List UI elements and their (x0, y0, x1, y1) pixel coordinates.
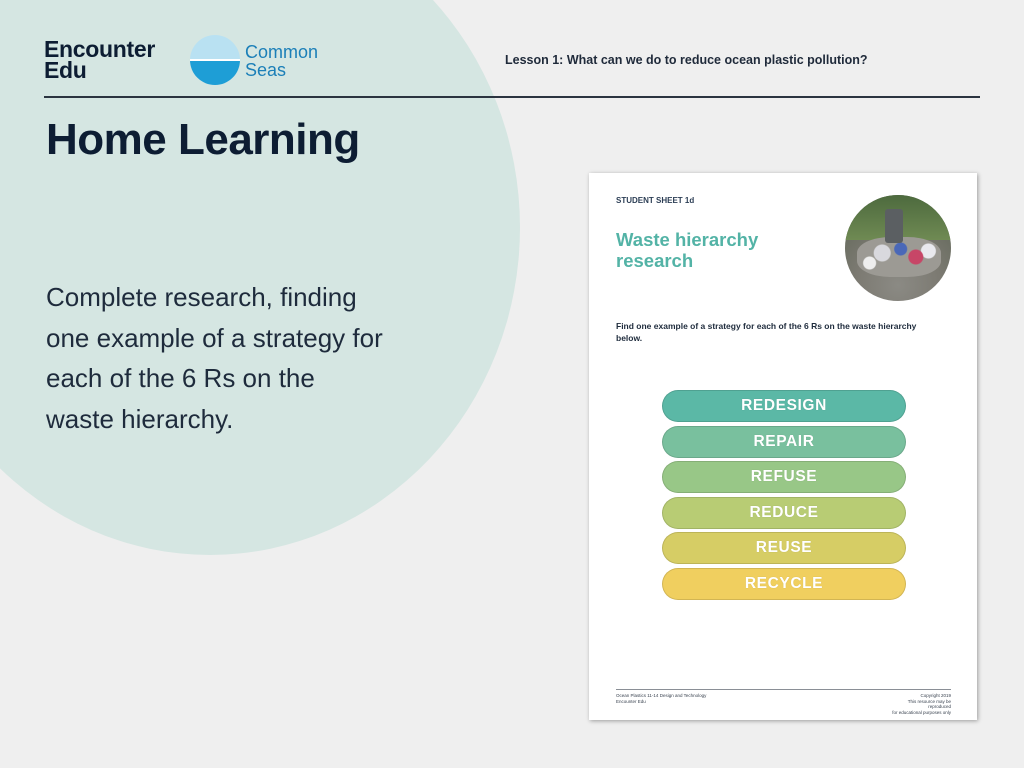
common-seas-logo-line1: Common (245, 42, 319, 62)
footer-course: Ocean Plastics 11-14 Design and Technology (616, 693, 707, 698)
header-divider (44, 96, 980, 98)
lesson-title: Lesson 1: What can we do to reduce ocean plastic pollution? (505, 53, 868, 67)
encounter-edu-logo (44, 36, 156, 83)
footer-notice-line2: for educational purposes only (892, 709, 951, 715)
common-seas-logo-line2: Seas (245, 60, 287, 80)
waste-hierarchy (662, 390, 906, 604)
instruction-text: Complete research, finding one example of a strategy for each of the 6 Rs on the waste hierarchy. (46, 282, 383, 434)
footer-publisher: Encounter Edu (616, 698, 646, 704)
worksheet-instruction: Find one example of a strategy for each of the 6 Rs on the waste hierarchy below. (616, 321, 917, 343)
hierarchy-item-refuse: REFUSE (662, 461, 906, 493)
footer-notice-line1: This resource may be reproduced (907, 698, 951, 709)
hierarchy-item-recycle: RECYCLE (662, 568, 906, 600)
worksheet-label: STUDENT SHEET 1d (616, 196, 695, 205)
worksheet-footer-right (889, 693, 951, 715)
hierarchy-item-reduce: REDUCE (662, 497, 906, 529)
worksheet-title-line2: research (616, 250, 694, 271)
hierarchy-item-redesign: REDESIGN (662, 390, 906, 422)
student-worksheet (589, 173, 977, 720)
photo-waste-pile (857, 237, 941, 277)
photo-bin (885, 209, 903, 243)
common-seas-logo-icon (190, 35, 240, 85)
worksheet-title-line1: Waste hierarchy (616, 229, 759, 250)
encounter-edu-logo-line1: Encounter (44, 36, 156, 62)
worksheet-title (616, 229, 816, 271)
page-title: Home Learning (46, 115, 360, 164)
waste-pile-photo (845, 195, 951, 301)
worksheet-footer-divider (616, 689, 951, 690)
hierarchy-item-repair: REPAIR (662, 426, 906, 458)
footer-copyright: Copyright 2019 (920, 693, 951, 698)
hierarchy-item-reuse: REUSE (662, 532, 906, 564)
worksheet-footer-left (616, 693, 706, 704)
common-seas-logo (245, 43, 318, 79)
encounter-edu-logo-line2: Edu (44, 57, 87, 83)
